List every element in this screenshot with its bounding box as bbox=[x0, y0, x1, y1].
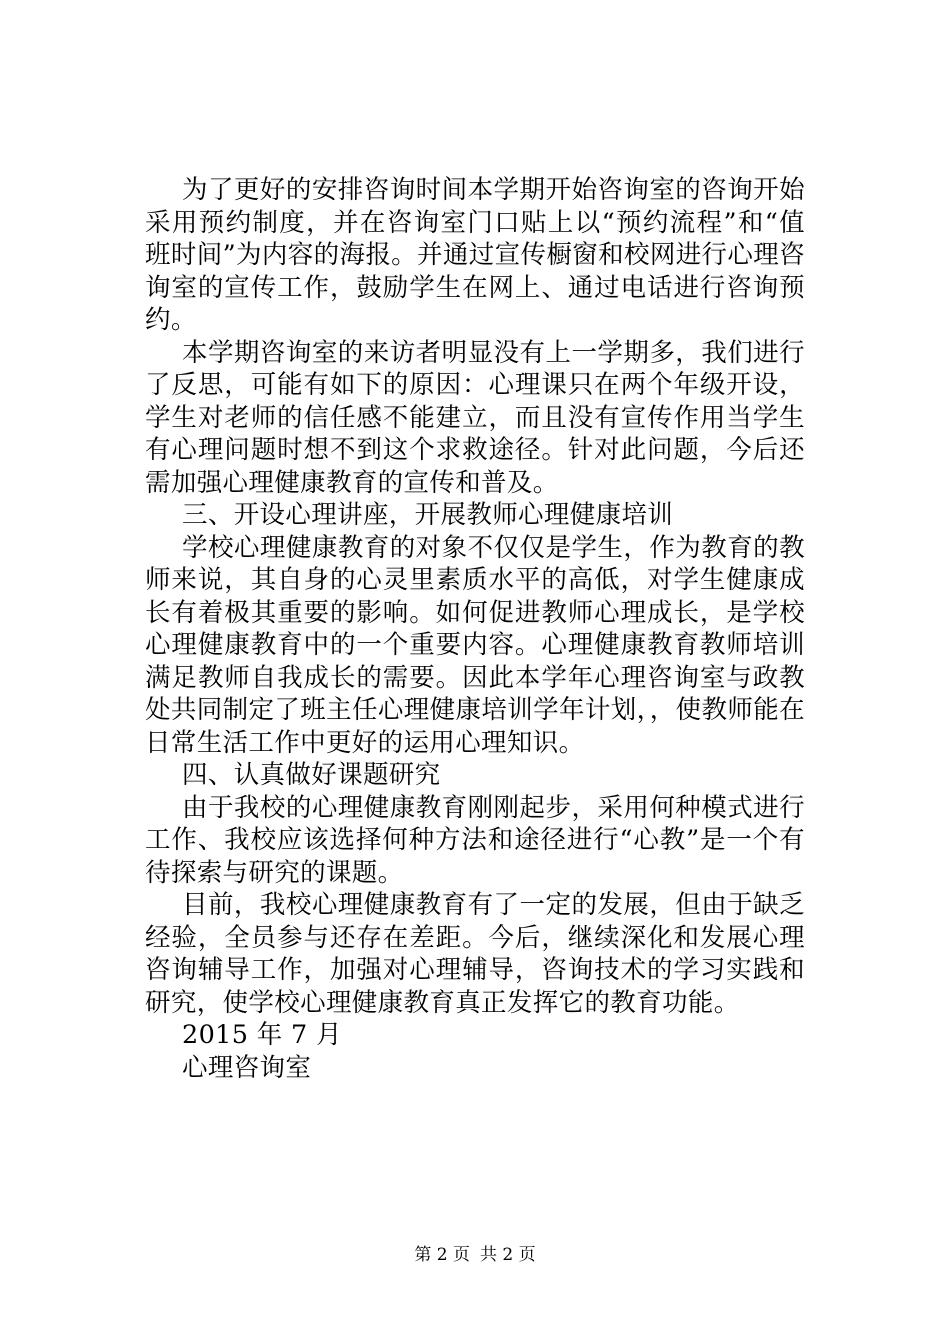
paragraph-appointment-system: 为了更好的安排咨询时间本学期开始咨询室的咨询开始采用预约制度，并在咨询室门口贴上以“预约流程”和“值班时间”为内容的海报。并通过宣传橱窗和校网进行心理咨询室的宣传工作，鼓励学生在网上、通过电话进行咨询预约。 bbox=[145, 175, 805, 335]
paragraph-reflection: 本学期咨询室的来访者明显没有上一学期多，我们进行了反思，可能有如下的原因：心理课只在两个年级开设，学生对老师的信任感不能建立，而且没有宣传作用当学生有心理问题时想不到这个求救途径。针对此问题，今后还需加强心理健康教育的宣传和普及。 bbox=[145, 337, 805, 498]
document-signature: 心理咨询室 bbox=[182, 1052, 312, 1083]
paragraph-research: 由于我校的心理健康教育刚刚起步，采用何种模式进行工作、我校应该选择何种方法和途径进行“心教”是一个有待探索与研究的课题。 bbox=[145, 792, 805, 888]
section-heading-lectures: 三、开设心理讲座，开展教师心理健康培训 bbox=[182, 500, 674, 530]
page-total: 共 2 页 bbox=[480, 1245, 536, 1265]
section-heading-research: 四、认真做好课题研究 bbox=[182, 760, 441, 790]
paragraph-teacher-training: 学校心理健康教育的对象不仅仅是学生，作为教育的教师来说，其自身的心灵里素质水平的高低，对学生健康成长有着极其重要的影响。如何促进教师心理成长，是学校心理健康教育中的一个重要内容。心理健康教育教师培训满足教师自我成长的需要。因此本学年心理咨询室与政教处共同制定了班主任心理健康培训学年计划，，使教师能在日常生活工作中更好的运用心理知识。 bbox=[145, 532, 805, 758]
document-body bbox=[145, 174, 805, 1084]
page-footer bbox=[0, 1244, 950, 1266]
paragraph-summary: 目前，我校心理健康教育有了一定的发展，但由于缺乏经验，全员参与还存在差距。今后，继续深化和发展心理咨询辅导工作，加强对心理辅导，咨询技术的学习实践和研究，使学校心理健康教育真正发挥它的教育功能。 bbox=[145, 890, 805, 1018]
document-date: 2015 年 7 月 bbox=[182, 1020, 342, 1050]
page-number: 第 2 页 bbox=[414, 1245, 470, 1265]
